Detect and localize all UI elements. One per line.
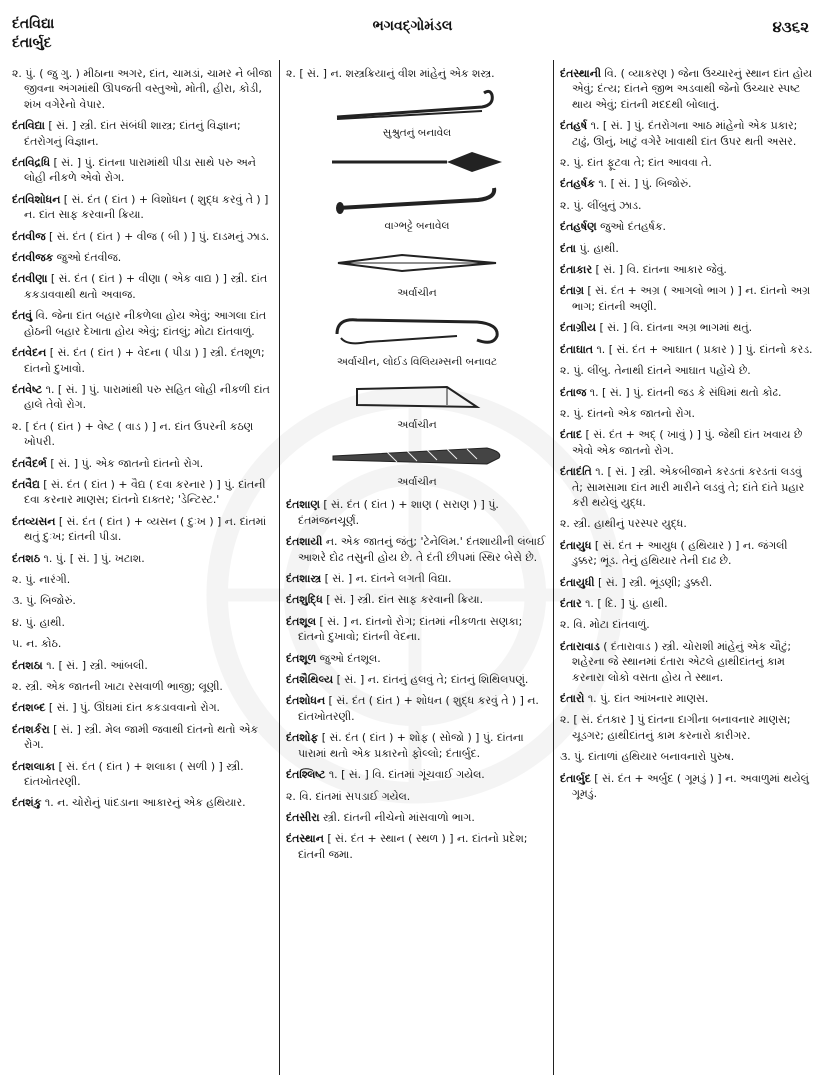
entry-headword: દંતસીરા (286, 810, 320, 824)
entry-definition: [ સં. દંત + અદ્ ( ખાવું ) ] પું. જેથી દાંત ખવાય છે એવો એક જાતનો રોગ. (572, 428, 803, 457)
entry-headword: દંતાગ્રીય (560, 321, 596, 335)
dictionary-entry (560, 427, 815, 458)
figure-caption: વાગ્ભટ્ટે બનાવેલ (384, 220, 450, 233)
dictionary-entry (12, 118, 274, 149)
column-divider (553, 60, 554, 1075)
entry-definition: [ સં. ] સ્ત્રી. દાંત સાફ કરવાની ક્રિયા. (326, 593, 484, 607)
dictionary-entry (12, 700, 274, 715)
dictionary-entry (560, 639, 815, 685)
entry-headword: દંતવીણા (12, 272, 48, 286)
dictionary-entry (12, 551, 274, 566)
entry-headword: દંતશ્લિષ્ટ (286, 768, 326, 782)
entry-headword: દંતશઠા (12, 658, 43, 672)
entry-definition: [ સં. ] સ્ત્રી. દાંત સંબંધી શાસ્ત્ર; દાંતનું વિજ્ઞાન; દંતરોગનું વિજ્ઞાન. (24, 119, 241, 148)
entry-headword: દંતહર્ષણ (560, 220, 597, 234)
entry-headword: દંતશઠ (12, 551, 41, 565)
entry-definition: [ સં. ] વિ. દાંતના આકાર જેવું. (595, 263, 727, 277)
entry-definition: ૧. [ સં. ] પું. બિજોરું. (598, 177, 692, 191)
dictionary-entry (286, 810, 548, 825)
entry-headword: દંતવિદ્રધિ (12, 156, 50, 170)
dictionary-entry (12, 271, 274, 302)
dictionary-entry (12, 572, 274, 587)
dictionary-entry (560, 712, 815, 743)
entry-headword: દંતસ્થાન (286, 832, 324, 846)
entry-definition: જુઓ દંતશૂલ. (319, 651, 381, 665)
entry-definition: ૧. [ સં. દંત + આઘાત ( પ્રકાર ) ] પું. દાંતનો કરડ. (596, 342, 813, 356)
entry-definition: ન. એક જાતનું જંતુ; 'ટેનેલિમ.' દંતશાયીની લંબાઈ આશરે દોઢ તસુની હોય છે. તે દંતી છીપમાં સ્થિર બેસે છે. (298, 535, 546, 564)
entry-headword: દંતવ્યસન (12, 514, 56, 528)
curved-probe-icon (332, 184, 502, 218)
entry-definition: [ સં. દંત + અર્બુદ ( ગૂમડું ) ] ન. અવાળુમાં થયેલું ગૂમડું. (572, 771, 809, 801)
entry-headword: દંતશોફ (286, 731, 319, 745)
entry-headword: દંતવું (12, 309, 33, 323)
dictionary-entry (12, 345, 274, 376)
entry-headword: દંતશાણ (286, 498, 320, 512)
entry-headword: દંતાર્બુદ (560, 771, 591, 785)
dictionary-entry (12, 759, 274, 790)
dictionary-entry (286, 831, 548, 862)
entry-headword: દંતશંકુ (12, 796, 42, 810)
entry-headword: દંતાદંતિ (560, 465, 592, 479)
entry-headword: દંતાર (560, 596, 582, 610)
dictionary-entry (560, 241, 815, 256)
entry-definition: પું. હાથી. (579, 241, 619, 255)
entry-definition: ૨. પું. નારંગી. (12, 572, 71, 586)
entry-headword: દંતહર્ષ (560, 119, 588, 133)
dictionary-entry (560, 320, 815, 335)
spear-instrument-icon (327, 148, 507, 176)
spatula-instrument-icon (332, 241, 502, 285)
entry-headword: દંતારો (560, 692, 585, 705)
entry-definition: ૩. પું. દાંતાળાં હથિયાર બનાવનારો પુરુષ. (560, 750, 735, 764)
dictionary-entry (12, 229, 274, 244)
entry-headword: દંતશોધન (286, 694, 326, 708)
entry-headword: દંતહર્ષક (560, 177, 595, 191)
dictionary-entry (560, 575, 815, 590)
entry-headword: દંતવૈદ્ય (12, 477, 40, 491)
dictionary-entry (12, 382, 274, 413)
entry-definition: [ સં. ] ન. દાંતનું હલવું તે; દાંતનું શિથિલપણું. (336, 673, 529, 687)
entry-definition: ૪. પું. હાથી. (12, 615, 66, 629)
entry-definition: ૧. પું. દાંત આંખનાર માણસ. (587, 692, 709, 705)
entry-headword: દંતવિશોધન (12, 192, 61, 206)
entry-definition: ૨. વિ. દાંતમાં સપડાઈ ગયેલ. (286, 789, 411, 803)
file-instrument-icon (327, 440, 507, 474)
entry-headword: દંતશાસ્ત્ર (286, 572, 322, 586)
entry-first (286, 66, 548, 81)
entry-definition: ૧. [ સં. ] વિ. દાંતમાં ગૂંચવાઈ ગયેલ. (328, 768, 485, 782)
column-middle (286, 66, 548, 1078)
dictionary-entry (560, 118, 815, 149)
dictionary-entry (286, 497, 548, 528)
entry-headword: દંતા (560, 241, 576, 255)
instrument-figure-sushruta (286, 87, 548, 140)
dictionary-entry (12, 593, 274, 608)
entry-headword: દંતાજ (560, 385, 587, 399)
entry-definition: ( દંતારાવાડ ) સ્ત્રી. ચોરાશી માંહેનું એક ચૌટું; શહેરના જે સ્થાનમાં દંતારા એટલે હાથીદાંતનું કામ કરનારા લોકો વસતા હોય તે સ્થાન. (572, 639, 792, 684)
entry-headword: દંતવેદન (12, 346, 47, 360)
dictionary-entry (560, 516, 815, 531)
dictionary-entry (560, 538, 815, 569)
entry-headword: દંતસ્થાની (560, 67, 601, 80)
dictionary-entry (560, 617, 815, 632)
entry-headword: દંતવીજ (12, 229, 46, 243)
entry-definition: [ સં. દંત + સ્થાન ( સ્થળ ) ] ન. દાંતનો પ્રદેશ; દાંતની જમા. (298, 832, 528, 861)
dictionary-entry (12, 795, 274, 810)
instrument-figure-modern-2 (286, 377, 548, 432)
elevator-instrument-icon (327, 308, 507, 354)
entry-definition: ૨. પું. લીંબુનું ઝાડ. (560, 198, 642, 212)
dictionary-entry (286, 672, 548, 687)
entry-definition: જુઓ દંતહર્ષક. (600, 220, 667, 234)
dictionary-entry (560, 219, 815, 234)
entry-headword: દંતશબ્દ (12, 701, 46, 715)
entry-definition: ૧. [ સં. ] પું. દાંતની જડ કે સંધિમાં થતો કોઢ. (589, 385, 782, 399)
entry-definition: સ્ત્રી. દાંતની નીચેનો માંસવાળો ભાગ. (323, 810, 475, 824)
dictionary-entry (560, 771, 815, 802)
dictionary-entry (12, 722, 274, 753)
figure-caption: અર્વાચીન (397, 287, 437, 300)
instrument-figure-modern-1 (286, 241, 548, 300)
entry-headword: દંતશાયી (286, 535, 323, 549)
entry-headword: દંતશર્કરા (12, 722, 50, 736)
column-left (12, 66, 274, 1078)
dictionary-entry (286, 693, 548, 724)
entry-headword: દંતાદ (560, 428, 583, 442)
entry-headword: દંતવિદ્યા (12, 119, 45, 133)
entries-after-figures (286, 497, 548, 862)
chisel-instrument-icon (347, 377, 487, 417)
guide-word-first: દંતવિદ્યા (12, 16, 55, 32)
entry-definition: ૧. ન. ચોરોનું પાંદડાના આકારનું એક હથિયાર. (44, 796, 246, 810)
entry-definition: ૧. [ સં. ] પું. પારામાંથી પરુ સહિત લોહી નીકળી દાંત હાલે તેવો રોગ. (24, 382, 270, 412)
dictionary-entry (286, 789, 548, 804)
dictionary-entry (286, 592, 548, 607)
entry-definition: ૨. સ્ત્રી. એક જાતની ખાટા રસવાળી ભાજી; લૂણી. (12, 680, 223, 693)
instrument-figure-lloyd-williams (286, 308, 548, 369)
dictionary-entry (560, 691, 815, 706)
dictionary-entry (560, 749, 815, 764)
entry-definition: [ સં. દંત ( દાંત ) + વીણા ( એક વાદ્ય ) ] સ્ત્રી. દાંત કકડાવવાથી થતો અવાજ. (24, 272, 268, 301)
entry-headword: દંતારાવાડ (560, 639, 600, 653)
dictionary-entry (560, 385, 815, 400)
entry-definition: ૨. [ દંત ( દાંત ) + વેષ્ટ ( વાડ ) ] ન. દાંત ઉપરની કઠણ ખોપરી. (12, 419, 254, 449)
entry-definition: ૧. પું. [ સં. ] પું. ખટાશ. (43, 551, 145, 565)
entry-definition: ૧. [ સં. ] સ્ત્રી. એકબીજાને કરડતાં કરડતાં લડવું તે; સામસામા દાંત મારી મારીને લડવું તે; દાંતે દાંતે પ્રહાર કરી થયેલું યુદ્ધ. (572, 465, 805, 509)
entry-definition: [ સં. દંત + અગ્ર ( આગલો ભાગ ) ] ન. દાંતનો અગ્ર ભાગ; દાંતની અણી. (572, 284, 811, 313)
figure-caption: અર્વાચીન, લોઈડ વિલિયમ્સની બનાવટ (336, 356, 498, 369)
entry-headword: દંતાઘાત (560, 342, 593, 356)
entry-definition: [ સં. દંત ( દાંત ) + વેદના ( પીડા ) ] સ્ત્રી. દંતશૂળ; દાંતનો દુખાવો. (24, 346, 265, 375)
hook-instrument-icon (332, 87, 502, 125)
column-right (560, 66, 815, 1078)
dictionary-entry (286, 730, 548, 761)
entry-definition: ૨. પું. ( જુ ગુ. ) મીઠાના અગર, દાંત, ચામડાં, ચામર ને બીજા જીવના અંગમાંથી ઊપજતી વસ્તુઓ, મોતી, હીરા, કોડી, શંખ વગેરેનો વેપાર. (12, 67, 273, 111)
dictionary-entry (560, 198, 815, 213)
figure-caption: સુશ્રુતનું બનાવેલ (382, 127, 452, 140)
entry-definition: [ સં. દંત ( દાંત ) + વિશોધન ( શુદ્ધ કરવું તે ) ] ન. દાંત સાફ કરવાની ક્રિયા. (24, 192, 269, 222)
entry-definition: [ સં. દંત ( દાંત ) + વૈદ્ય ( દવા કરનાર ) ] પું. દાંતની દવા કરનાર માણસ; દાંતનો દાક્તર; 'ડેન્ટિસ્ટ.' (24, 477, 266, 507)
entry-definition: ૨. [ સં. ] ન. શસ્ત્રક્રિયાનું વીશ માંહેનું એક શસ્ત્ર. (286, 67, 495, 80)
dictionary-entry (286, 534, 548, 565)
entry-definition: ૨. પું. દાંતનો એક જાતનો રોગ. (560, 406, 695, 420)
entry-headword: દંતશૈથિલ્ય (286, 673, 334, 687)
dictionary-entry (12, 250, 274, 265)
dictionary-entry (286, 571, 548, 586)
entry-definition: ૨. [ સં. દંતકાર ] પું દાંતના દાગીના બનાવનાર માણસ; ચૂડગર; હાથીદાંતનું કામ કરનારો કારીગર. (560, 713, 791, 742)
entry-definition: ૧. [ દિ. ] પું. હાથી. (585, 596, 668, 610)
entry-headword: દંતવીજક (12, 251, 54, 265)
entry-definition: જુઓ દંતવીજ. (56, 251, 122, 265)
column-divider (279, 60, 280, 1075)
entry-definition: [ સં. દંત ( દાંત ) + શોધન ( શુદ્ધ કરવું તે ) ] ન. દાંતખોતરણી. (298, 694, 539, 723)
figure-caption: અર્વાચીન (397, 476, 437, 489)
entry-definition: ૨. પું. દાંત ફૂટવા તે; દાંત આવવા તે. (560, 156, 712, 170)
entry-definition: ૧. [ સં. ] પું. દંતરોગના આઠ માંહેનો એક પ્રકાર; ટાઢું, ઊનું, ખાટું વગેરે ખાવાથી દાંત ઉપર થતી અસર. (572, 119, 798, 148)
dictionary-entry (12, 192, 274, 223)
dictionary-entry (560, 283, 815, 314)
entry-definition: [ સં. ] પું. ઊંઘમાં દાંત કકડાવવાનો રોગ. (48, 701, 221, 715)
dictionary-entry (560, 596, 815, 611)
entry-headword: દંતાકાર (560, 263, 592, 277)
entry-definition: ૨. સ્ત્રી. હાથીનું પરસ્પર યુદ્ધ. (560, 517, 687, 531)
dictionary-entry (560, 155, 815, 170)
entry-headword: દંતશુદ્ધિ (286, 593, 323, 607)
dictionary-entry (286, 767, 548, 782)
entry-definition: ૨. પું. લીંબુ. તેનાથી દાંતને આઘાત પહોંચે છે. (560, 364, 751, 378)
instrument-figure-modern-3 (286, 440, 548, 489)
dictionary-entry (560, 176, 815, 191)
entry-definition: [ સં. દંત ( દાંત ) + શાણ ( સરાણ ) ] પું. દંતમંજનચૂર્ણ. (298, 498, 499, 527)
entry-definition: [ સં. ] વિ. દાંતના અગ્ર ભાગમાં થતું. (599, 321, 753, 335)
entry-definition: [ સં. ] ન. દાંતને લગતી વિદ્યા. (324, 572, 452, 586)
instrument-illustrations (286, 87, 548, 489)
entry-headword: દંતાગ્ર (560, 284, 584, 298)
entry-definition: [ સં. દંત ( દાંત ) + શલાકા ( સળી ) ] સ્ત્રી. દાંતખોતરણી. (24, 759, 244, 789)
entry-definition: [ સં. દંત + આયુધ ( હથિયાર ) ] ન. જંગલી ડુક્કર; ભૂંડ. તેનું હથિયાર તેની દાઢ છે. (572, 538, 788, 568)
dictionary-entry (12, 155, 274, 186)
instrument-figure-vagbhata (286, 184, 548, 233)
dictionary-entry (286, 651, 548, 666)
entry-definition: [ સં. દંત ( દાંત ) + વ્યસન ( દુઃખ ) ] ન. દાંતમાં થતું દુઃખ; દાંતની પીડા. (24, 514, 267, 544)
dictionary-entry (12, 679, 274, 694)
guide-word-last: દંતાર્બુદ (12, 35, 52, 51)
dictionary-entry (12, 66, 274, 112)
entry-definition: [ સં. ] પું. એક જાતનો દાંતનો રોગ. (50, 456, 204, 470)
entry-definition: ૫. ન. કોઠ. (12, 637, 62, 651)
page-number: ૪૩૬૨ (772, 18, 809, 36)
dictionary-entry (286, 66, 548, 81)
entry-definition: [ સં. ] પું. દાંતના પારામાંથી પીડા સાથે પરુ અને લોહી નીકળે એવો રોગ. (24, 156, 256, 185)
dictionary-entry (560, 363, 815, 378)
entry-headword: દંતાયુધ (560, 538, 592, 552)
dictionary-entry (12, 514, 274, 545)
entry-definition: [ સં. દંત ( દાંત ) + વીજ ( બી ) ] પું. દાડમનું ઝાડ. (48, 229, 270, 243)
entry-headword: દંતશલાકા (12, 759, 55, 773)
entry-definition: ૩. પું. બિજોરું. (12, 594, 76, 608)
entry-definition: [ સં. ] સ્ત્રી. મેલ જામી જવાથી દાંતનો થતો એક રોગ. (24, 722, 259, 752)
dictionary-entry (560, 66, 815, 112)
dictionary-entry (560, 464, 815, 510)
dictionary-entry (560, 262, 815, 277)
entry-definition: [ સં. ] સ્ત્રી. ભૂંડણી; ડુક્કરી. (598, 575, 713, 589)
dictionary-title: ભગવદ્ગોમંડલ (372, 18, 453, 34)
entry-headword: દંતવૈદર્ભ (12, 456, 47, 470)
entry-headword: દંતશૂલ (286, 614, 316, 628)
dictionary-entry (12, 308, 274, 339)
dictionary-entry (560, 406, 815, 421)
dictionary-entry (12, 419, 274, 450)
instrument-figure-spear (286, 148, 548, 176)
dictionary-entry (12, 477, 274, 508)
dictionary-entry (12, 658, 274, 673)
entry-definition: [ સં. દંત ( દાંત ) + શોફ ( સોજો ) ] પું. દાંતના પારામાં થતો એક પ્રકારનો ફોલ્લો; દંતાર્બુદ. (298, 731, 524, 760)
entry-definition: વિ. ( વ્યાકરણ ) જેના ઉચ્ચારનું સ્થાન દાંત હોય એવું; દંત્ય; દાંતને જીભ અડવાથી જેનો ઉચ્ચાર સ્પષ્ટ થાય એવું; દાંતની મદદથી બોલાતું. (572, 67, 813, 111)
page-header (0, 8, 825, 56)
entry-headword: દંતશૂળ (286, 651, 317, 665)
entry-definition: ૨. વિ. મોટા દાંતવાળું. (560, 618, 650, 632)
dictionary-entry (12, 456, 274, 471)
entry-headword: દંતાયુધી (560, 575, 595, 589)
dictionary-entry (560, 342, 815, 357)
dictionary-entry (286, 614, 548, 645)
dictionary-entry (12, 636, 274, 651)
entry-definition: ૧. [ સં. ] સ્ત્રી. આંબલી. (46, 658, 148, 672)
dictionary-entry (12, 615, 274, 630)
figure-caption: અર્વાચીન (397, 419, 437, 432)
entry-headword: દંતવેષ્ટ (12, 382, 43, 396)
entry-definition: વિ. જેના દાંત બહાર નીકળેલા હોય એવું; આગલા દાંત હોઠની બહાર દેખાતા હોય એવું; દાંતલું; મોટા દાંતવાળું. (24, 309, 267, 338)
entry-definition: [ સં. ] ન. દાંતનો રોગ; દાંતમાં નીકળતા સણકા; દાંતનો દુખાવો; દાંતની વેદના. (298, 614, 523, 644)
